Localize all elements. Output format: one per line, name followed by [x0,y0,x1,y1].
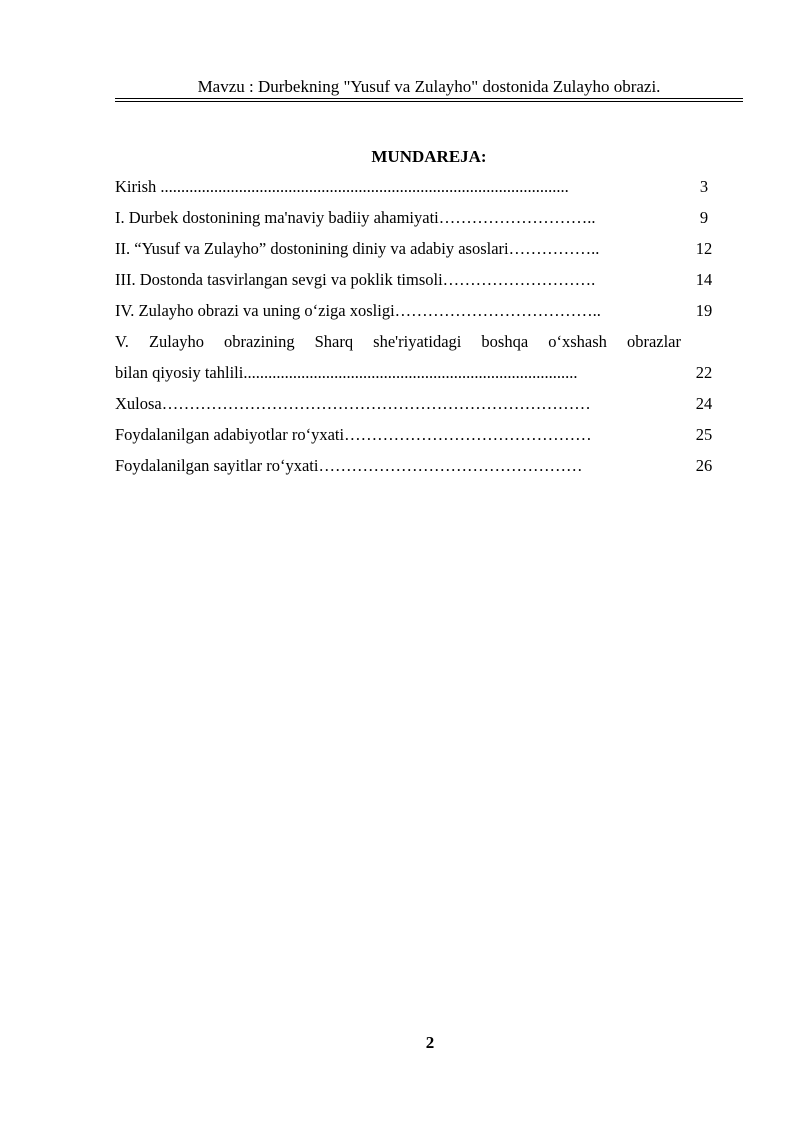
toc-entry [115,207,715,238]
toc-entry-label: Foydalanilgan sayitlar ro‘yxati………………………………………… [115,456,583,475]
document-header: Mavzu : Durbekning "Yusuf va Zulayho" dostonida Zulayho obrazi. [197,77,661,96]
toc-entry-page: 24 [695,394,713,413]
page-number: 2 [425,1033,435,1052]
toc-entry-label: Xulosa…………………………………………………………………… [115,394,591,413]
toc-entry-page: 12 [695,239,713,258]
toc-entry-page: 25 [695,425,713,444]
toc-entry-page: 22 [695,363,713,382]
toc-entry-page: 14 [695,270,713,289]
toc-entry [115,393,715,424]
toc-entry [115,300,715,331]
toc-entry-label: Foydalanilgan adabiyotlar ro‘yxati……………………………………… [115,425,592,444]
toc-entry-label: bilan qiyosiy tahlili................................................................................. [115,363,578,382]
toc-entry-label: I. Durbek dostonining ma'naviy badiiy ahamiyati……………………….. [115,208,596,227]
toc-heading: MUNDAREJA: [371,147,487,166]
toc-entry [115,176,715,207]
toc-entry [115,269,715,300]
header-rule-bottom [115,101,743,102]
toc-entry [115,362,715,393]
toc-entry-page: 9 [699,208,709,227]
toc-entry-page: 26 [695,456,713,475]
toc-entry [115,424,715,455]
toc-entry-label: III. Dostonda tasvirlangan sevgi va poklik timsoli………………………. [115,270,596,289]
toc-entry-label: Kirish ................................................................................................... [115,177,569,196]
header-rule-top [115,98,743,99]
toc-entry-page: 19 [695,301,713,320]
toc-entry-page: 3 [699,177,709,196]
toc-entry-label: V. Zulayho obrazining Sharq she'riyatidagi boshqa o‘xshash obrazlar [115,332,681,351]
toc-entry [115,455,715,486]
toc-entry-label: IV. Zulayho obrazi va uning o‘ziga xosligi……………………………….. [115,301,601,320]
toc-entry [115,331,715,362]
table-of-contents [115,176,715,486]
toc-entry-label: II. “Yusuf va Zulayho” dostonining diniy va adabiy asoslari…………….. [115,239,600,258]
toc-entry [115,238,715,269]
